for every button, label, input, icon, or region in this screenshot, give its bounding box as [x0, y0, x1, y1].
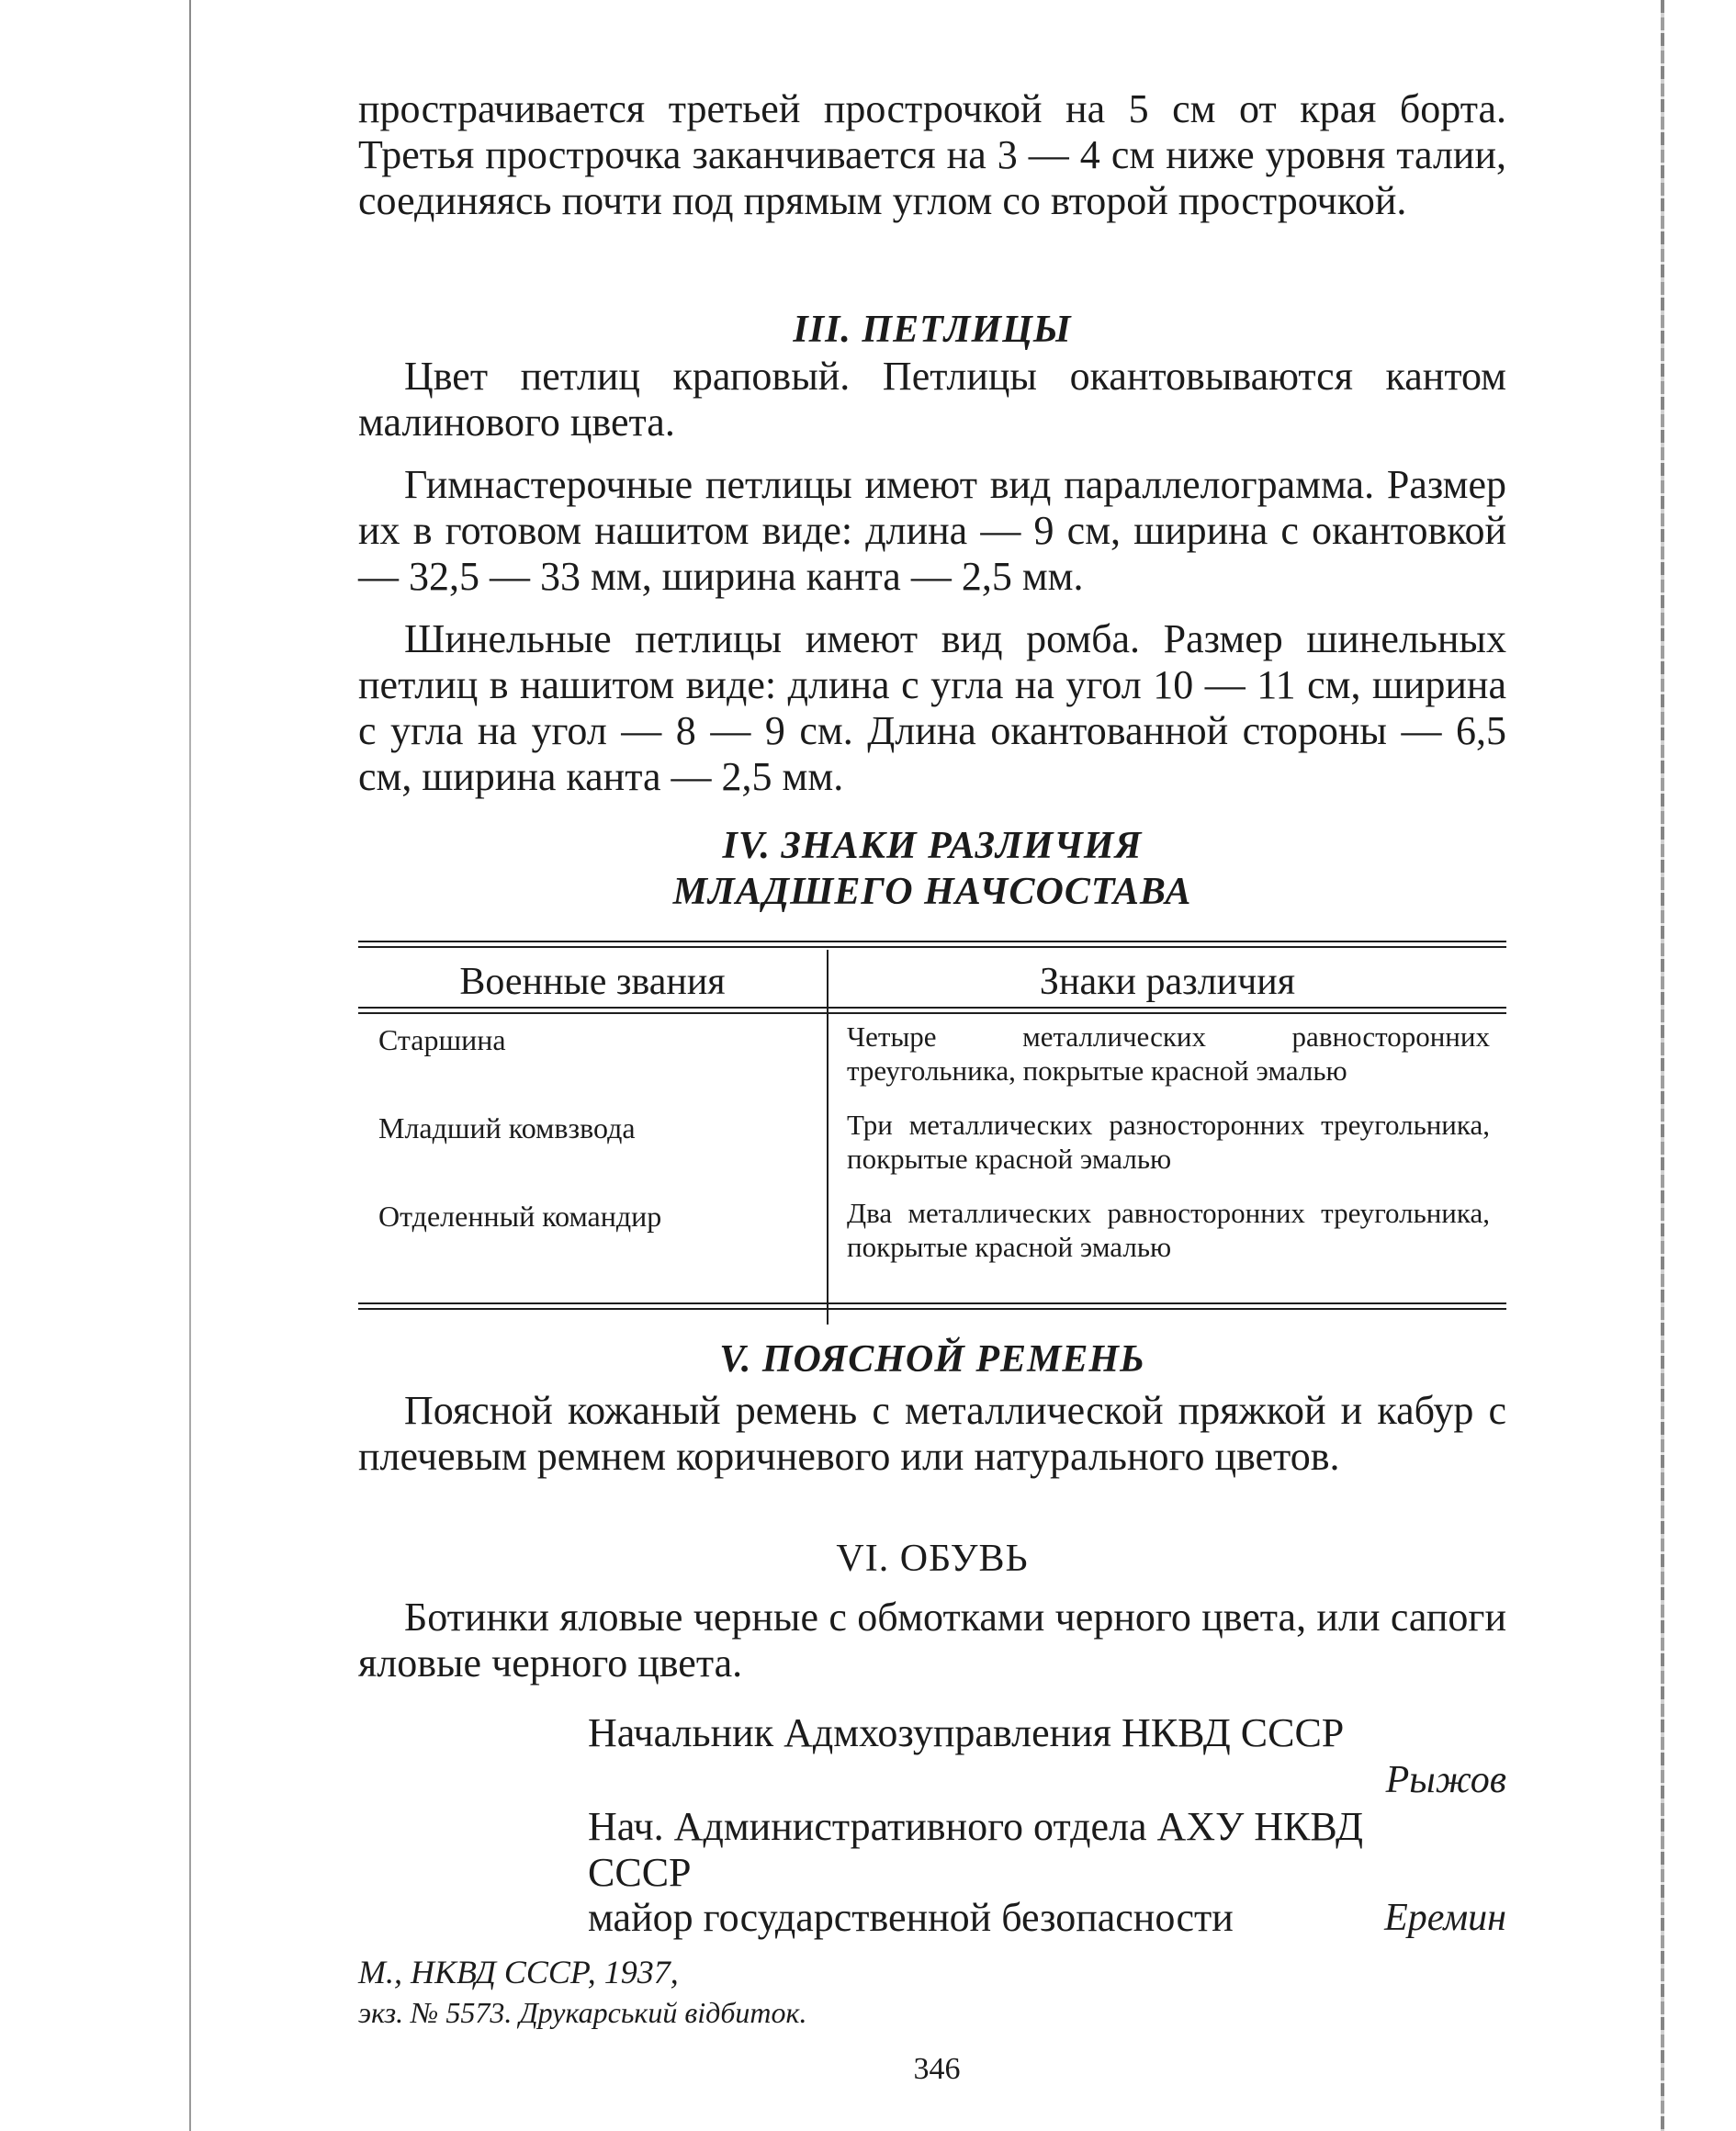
section-3-body — [358, 354, 1506, 800]
table-bottom-rule — [358, 1308, 1506, 1310]
table-cell-rank: Младший комвзвода — [378, 1111, 636, 1144]
paragraph: Гимнастерочные петлицы имеют вид параллелограмма. Размер их в готовом нашитом виде: длина — 9 см, ширина с окантовкой — 32,5 — 33 мм, ширина канта — 2,5 мм. — [358, 462, 1506, 599]
page-edge-shadow — [1661, 0, 1664, 2131]
paragraph: прострачивается третьей прострочкой на 5 см от края борта. Третья прострочка заканчивается на 3 — 4 см ниже уровня талии, соединяясь почти под прямым углом со второй прострочкой. — [358, 86, 1506, 223]
table-header-insignia: Знаки различия — [1039, 961, 1296, 1003]
source-citation-line1: М., НКВД СССР, 1937, — [358, 1954, 679, 1990]
signature-title-2: Нач. Административного отдела АХУ НКВД — [588, 1804, 1364, 1849]
table-bottom-rule — [358, 1302, 1506, 1304]
section-5-body — [358, 1388, 1506, 1480]
paragraph: Поясной кожаный ремень с металлической пряжкой и кабур с плечевым ремнем коричневого или натурального цветов. — [358, 1388, 1506, 1479]
table-top-rule — [358, 946, 1506, 948]
section-3-heading: III. ПЕТЛИЦЫ — [793, 309, 1072, 351]
page-binding-shadow — [189, 0, 191, 2131]
section-4-heading-line2: МЛАДШЕГО НАЧСОСТАВА — [672, 871, 1192, 913]
section-4-heading-line1: IV. ЗНАКИ РАЗЛИЧИЯ — [722, 825, 1143, 867]
signature-rank-2: майор государственной безопасности — [588, 1895, 1234, 1940]
signature-title-2-cont: СССР — [588, 1850, 692, 1895]
signature-name-1: Рыжов — [1385, 1759, 1506, 1801]
section-6-heading: VI. ОБУВЬ — [836, 1538, 1029, 1580]
section-6-body — [358, 1595, 1506, 1686]
table-header-rule — [358, 1012, 1506, 1014]
source-citation-line2: экз. № 5573. Друкарський відбиток. — [358, 1996, 807, 2029]
paragraph: Ботинки яловые черные с обмотками черного цвета, или сапоги яловые черного цвета. — [358, 1595, 1506, 1686]
table-cell-rank: Отделенный командир — [378, 1200, 662, 1233]
signature-name-2: Еремин — [1384, 1897, 1506, 1939]
table-header-rank: Военные звания — [459, 961, 726, 1003]
section-5-heading: V. ПОЯСНОЙ РЕМЕНЬ — [719, 1338, 1145, 1381]
table-cell-insignia: Четыре металлических равносторонних треугольника, покрытые красной эмалью — [847, 1020, 1490, 1087]
paragraph: Цвет петлиц краповый. Петлицы окантовываются кантом малинового цвета. — [358, 354, 1506, 445]
insignia-table — [358, 941, 1506, 1308]
table-cell-insignia: Два металлических равносторонних треугольника, покрытые красной эмалью — [847, 1197, 1490, 1263]
page-number: 346 — [913, 2052, 961, 2086]
signature-title-1: Начальник Адмхозуправления НКВД СССР — [588, 1710, 1345, 1755]
table-cell-insignia: Три металлических разносторонних треугольника, покрытые красной эмалью — [847, 1109, 1490, 1175]
table-cell-rank: Старшина — [378, 1023, 506, 1056]
table-top-rule — [358, 941, 1506, 942]
section-2-tail — [358, 86, 1506, 224]
paragraph: Шинельные петлицы имеют вид ромба. Размер шинельных петлиц в нашитом виде: длина с угла на угол 10 — 11 см, ширина с угла на угол — 8 — 9 см. Длина окантованной стороны — 6,5 см, ширина канта — 2,5 мм. — [358, 616, 1506, 799]
table-header-rule — [358, 1007, 1506, 1009]
